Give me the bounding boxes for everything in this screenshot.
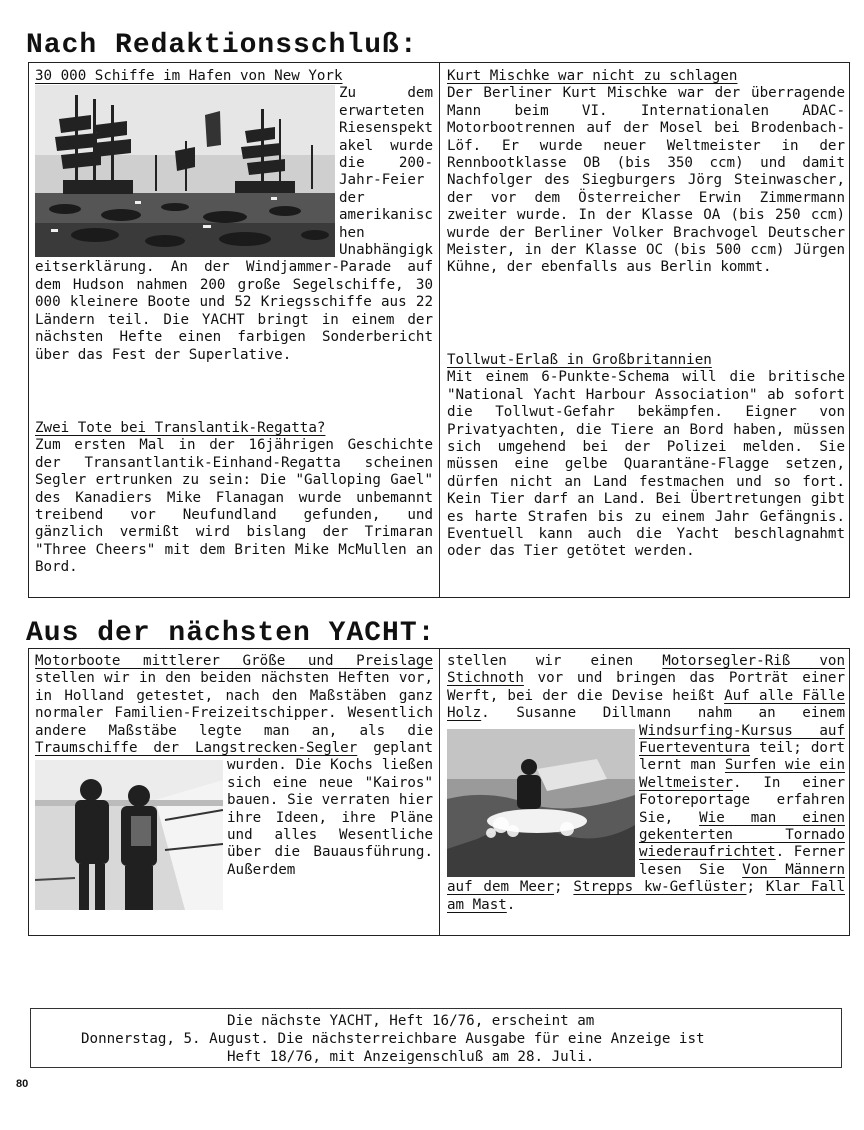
article-title: Tollwut-Erlaß in Großbritannien [447,352,712,368]
article-regatta [35,417,433,577]
tall-ships-photo [35,85,335,257]
topic-motorboote: Motorboote mittlerer Größe und Preislage [35,653,433,669]
topic-tornado: Wie man einen gekenterten Tornado wiederaufrichtet [639,809,845,861]
windsurfer-photo [447,729,635,877]
topic-surfen: Surfen wie ein Weltmeister [639,757,845,791]
article-body: Der Berliner Kurt Mischke war der überragende Mann beim VI. Internationalen ADAC-Motorbootrennen auf der Mosel bei Brodenbach-Löf. Er wurde neuer Weltmeister in der Rennbootklasse OB (bis 350 ccm) und damit Nachfolger des Siegburgers Jörg Steinwascher, der vor dem Österreicher Erwin Zimmermann zweiter wurde. In der Klasse OA (bis 250 ccm) wurde der Berliner Volker Brachvogel Deutscher Meister, in der Klasse OC (bis 500 ccm) Jürgen Kühne, der ebenfalls aus Berlin kommt. [447,85,845,276]
news-column-left [35,63,433,597]
article-title: Zwei Tote bei Translantik-Regatta? [35,420,326,436]
topic-motorsegler: Motorsegler-Riß von Stichnoth [447,653,845,687]
preview-column-right [447,653,845,935]
preview-column-left [35,653,433,935]
news-column-right [447,63,845,597]
article-body: Zum ersten Mal in der 16jährigen Geschichte der Transantlantik-Einhand-Regatta scheinen Segler ertrunken zu sein: Die "Galloping Gael" des Kanadiers Mike Flanagan wurde unbemannt treibend vor Neufundland gefunden, und gänzlich vermißt wird bislang der Trimaran "Three Cheers" mit dem Briten Mike McMullen an Bord. [35,437,433,576]
column-divider [439,63,440,597]
topic-strepps: Strepps kw-Geflüster [573,879,747,896]
preview-text-right: stellen wir einen Motorsegler-Riß von Stichnoth vor und bringen das Porträt einer Werft, bei der die Devise heißt Auf alle Fälle Holz. Susanne Dillmann nahm an einem Windsurfing-Kursus auf Fuerteventura teil; dort lernt man Surfen wie ein Weltmeister. In einer Fotoreportage erfahren Sie, Wie man einen gekenterten Tornado wiederaufrichtet. Ferner lesen Sie Von Männern auf dem Meer; Strepps kw-Geflüster; Klar Fall am Mast. [447,653,845,913]
article-body: Mit einem 6-Punkte-Schema will die britische "National Yacht Harbour Association" ab sofort die Tollwut-Gefahr bekämpfen. Eigner von Privatyachten, die Tiere an Bord haben, müssen sich umgehend bei der Polizei melden. Sie müssen eine gelbe Quarantäne-Flagge setzen, dürfen nicht an Land festmachen und so fort. Kein Tier darf an Land. Bei Übertretungen gibt es harte Strafen bis zu einem Jahr Gefängnis. Eventuell kann auch die Yacht beschlagnahmt oder das Tier getötet werden. [447,369,845,560]
next-issue-notice [30,1008,842,1068]
article-new-york [35,65,433,364]
article-tollwut [447,349,845,561]
couple-on-deck-photo [35,760,223,910]
article-mischke [447,65,845,277]
article-title: 30 000 Schiffe im Hafen von New York [35,68,343,84]
preview-text-left: Motorboote mittlerer Größe und Preislage stellen wir in den beiden nächsten Heften vor, in Holland getestet, nach den Maßstäben ganz normaler Familien-Freizeitschipper. Wesentlich andere Maßstäbe legte man an, als die Traumschiffe der Langstrecken-Segler geplant wurden. Die Kochs ließen sich eine neue "Kairos" bauen. Sie verraten hier ihre Ideen, ihre Pläne und alles Wesentliche über die Bauausführung. Außerdem [35,653,433,879]
news-box [28,62,850,598]
section-heading-preview: Aus der nächsten YACHT: [26,618,436,649]
page-number: 80 [16,1078,29,1090]
section-heading-news: Nach Redaktionsschluß: [26,30,418,61]
topic-klar-fall: Klar Fall am Mast [447,879,845,913]
article-body: Zu dem erwarteten Riesenspektakel wurde die 200-Jahr-Feier der amerikanischen Unabhängigkeitserklärung. An der Windjammer-Parade auf dem Hudson nahmen 200 große Segelschiffe, 30 000 kleinere Boote und 52 Kriegsschiffe aus 22 Ländern teil. Die YACHT bringt in einem der nächsten Hefte einen farbigen Sonderbericht über das Fest der Superlative. [35,85,433,363]
notice-line-2: Donnerstag, 5. August. Die nächsterreichbare Ausgabe für eine Anzeige ist [81,1031,705,1047]
topic-holz: Auf alle Fälle Holz [447,687,845,722]
preview-box [28,648,850,936]
column-divider [439,649,440,935]
topic-traumschiffe: Traumschiffe der Langstrecken-Segler [35,740,358,757]
topic-maennern: Von Männern auf dem Meer [447,861,845,896]
notice-line-1: Die nächste YACHT, Heft 16/76, erscheint am [227,1013,595,1029]
topic-fuerteventura: Windsurfing-Kursus auf Fuerteventura [639,722,845,757]
article-title: Kurt Mischke war nicht zu schlagen [447,68,738,84]
notice-line-3: Heft 18/76, mit Anzeigenschluß am 28. Juli. [227,1049,595,1065]
